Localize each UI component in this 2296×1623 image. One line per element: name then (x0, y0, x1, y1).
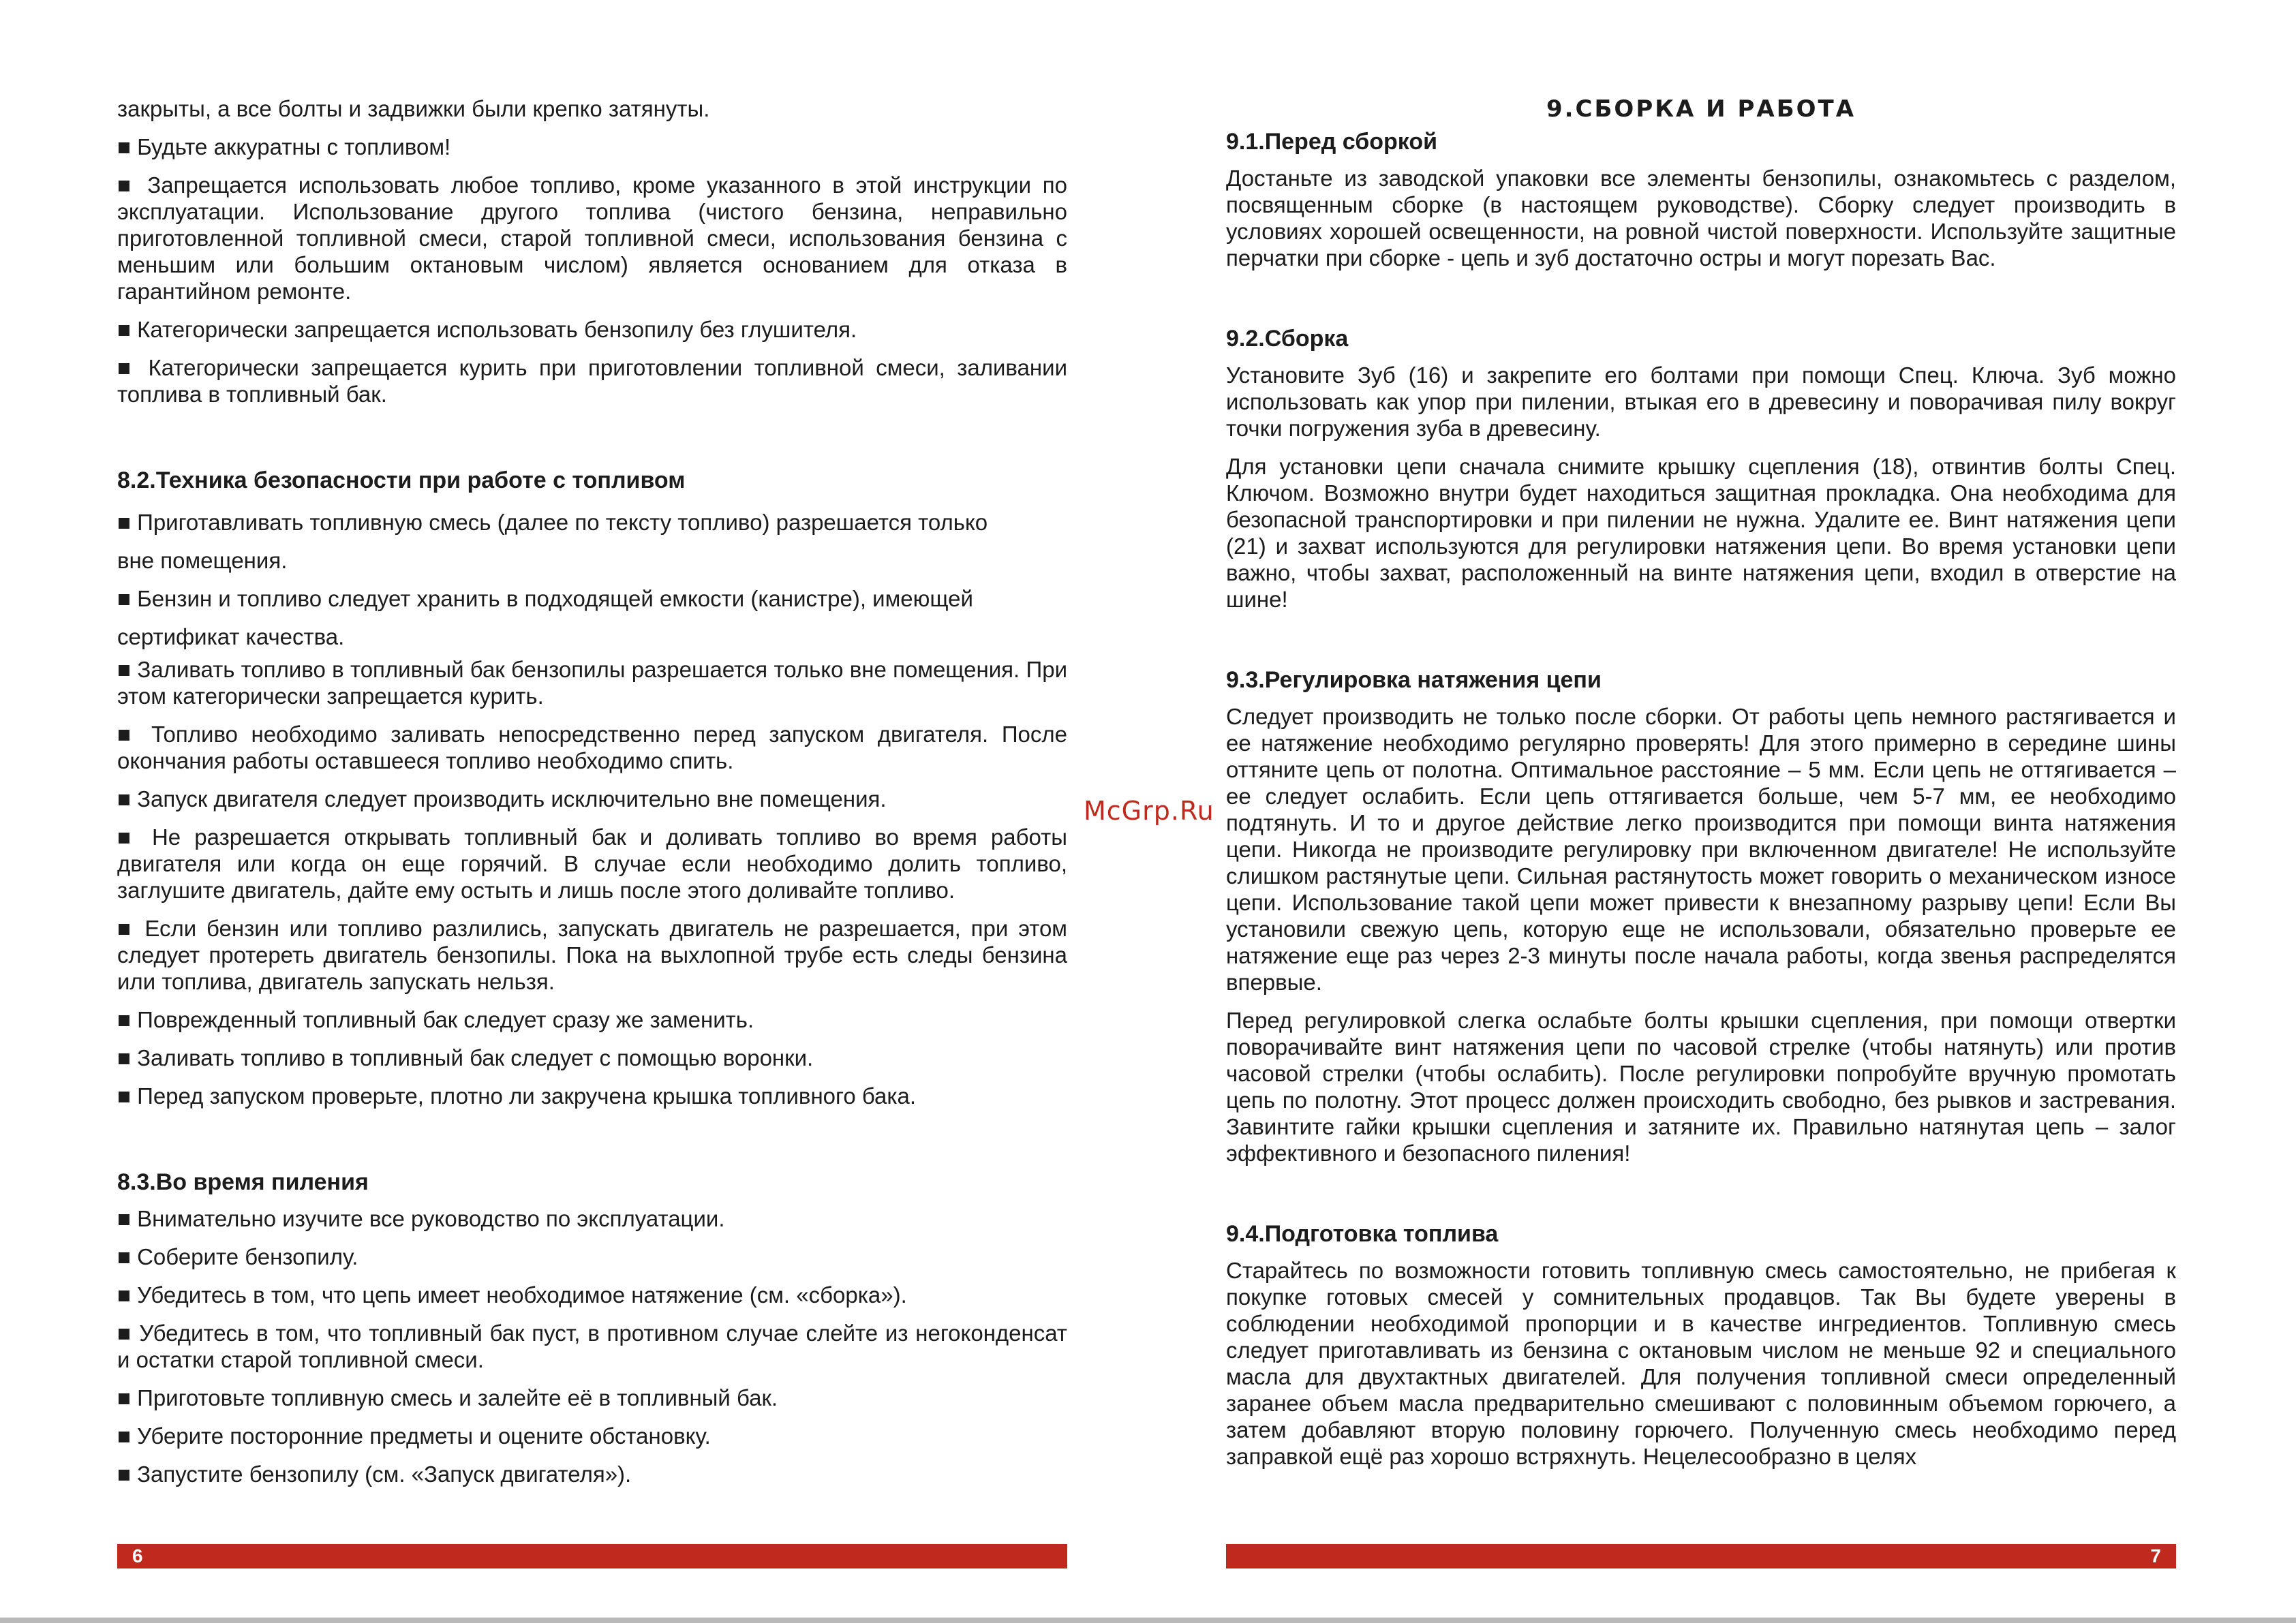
section-heading: 9.3.Регулировка натяжения цепи (1226, 667, 1602, 693)
paragraph: ■ Категорически запрещается курить при приготовлении топливной смеси, заливании топлива в топливный бак. (117, 355, 1067, 407)
paragraph: ■ Запустите бензопилу (см. «Запуск двигателя»). (117, 1462, 632, 1487)
left-page (117, 0, 1067, 1623)
right-footer-bar (1226, 1544, 2176, 1568)
section-gap (1226, 283, 2176, 325)
paragraph: ■ Запрещается использовать любое топливо, кроме указанного в этой инструкции по эксплуатации. Использование другого топлива (чистого бензина, неправильно приготовленной топливной смеси, старой топливной смеси, использования бензина с меньшим или большим октановым числом) является основанием для отказа в гарантийном ремонте. (117, 172, 1067, 304)
paragraph: ■ Приготовьте топливную смесь и залейте её в топливный бак. (117, 1385, 778, 1410)
section-gap (117, 419, 1067, 467)
paragraph-line: ■ Приготавливать топливную смесь (далее по тексту топливо) разрешается только (117, 510, 988, 535)
section-gap (117, 1121, 1067, 1169)
paragraph: Установите Зуб (16) и закрепите его болтами при помощи Спец. Ключа. Зуб можно использовать как упор при пилении, втыкая его в древесину и поворачивая пилу вокруг точки погружения зуба в древесину. (1226, 362, 2176, 441)
paragraph: Перед регулировкой слегка ослабьте болты крышки сцепления, при помощи отвертки поворачивайте винт натяжения цепи по часовой стрелке (чтобы натянуть) или против часовой стрелки (чтобы ослабить). После регулировки попробуйте вручную промотать цепь по полотну. Этот процесс должен происходить свободно, без рывков и застревания. Завинтите гайки крышки сцепления и затяните их. Правильно натянутая цепь – залог эффективного и безопасного пиления! (1226, 1008, 2176, 1166)
paragraph: ■ Убедитесь в том, что топливный бак пуст, в противном случае слейте из негоконденсат и остатки старой топливной смеси. (117, 1320, 1067, 1372)
page-number-right: 7 (2150, 1545, 2161, 1566)
section-gap (1226, 1178, 2176, 1220)
paragraph: ■ Внимательно изучите все руководство по эксплуатации. (117, 1206, 725, 1231)
right-page-content (1226, 128, 2176, 1481)
paragraph: ■ Перед запуском проверьте, плотно ли закручена крышка топливного бака. (117, 1083, 917, 1109)
watermark-text: McGrp.Ru (1084, 796, 1214, 826)
paragraph: Для установки цепи сначала снимите крышку сцепления (18), отвинтив болты Спец. Ключом. Возможно внутри будет находиться защитная прокладка. Она необходима для безопасной транспортировки и при пилении не нужна. Удалите ее. Винт натяжения цепи (21) и захват используются для регулировки натяжения цепи. Во время установки цепи важно, чтобы захват, расположенный на винте натяжения цепи, входил в отверстие на шине! (1226, 454, 2176, 612)
paragraph: ■ Соберите бензопилу. (117, 1244, 358, 1269)
paragraph: Следует производить не только после сборки. От работы цепь немного растягивается и ее натяжение необходимо регулярно проверять! Для этого примерно в середине шины оттяните цепь от полотна. Оптимальное расстояние – 5 мм. Если цепь не оттягивается – ее следует ослабить. Если цепь оттягивается больше, чем 5-7 мм, ее необходимо подтянуть. И то и другое действие легко производится при помощи винта натяжения цепи. Никогда не производите регулировку при включенном двигателе! Не используйте слишком растянутые цепи. Сильная растянутость может говорить о механическом износе цепи. Использование такой цепи может привести к внезапному разрыву цепи! Если Вы установили свежую цепь, которую еще не использовали, обязательно проверьте ее натяжение еще раз через 2-3 минуты после начала работы, когда звенья распределятся впервые. (1226, 704, 2176, 995)
section-heading: 9.4.Подготовка топлива (1226, 1221, 1499, 1247)
left-footer-bar (117, 1544, 1067, 1568)
section-heading: 9.1.Перед сборкой (1226, 129, 1438, 155)
page-number-left: 6 (132, 1545, 143, 1566)
paragraph: ■ Поврежденный топливный бак следует сразу же заменить. (117, 1007, 754, 1032)
chapter-title: 9.СБОРКА И РАБОТА (1546, 95, 1856, 123)
paragraph: ■ Категорически запрещается использовать бензопилу без глушителя. (117, 317, 857, 342)
section-heading: 8.3.Во время пиления (117, 1169, 369, 1195)
paragraph-line: вне помещения. (117, 548, 288, 573)
paragraph: ■ Если бензин или топливо разлились, запускать двигатель не разрешается, при этом следует протереть двигатель бензопилы. Пока на выхлопной трубе есть следы бензина или топлива, двигатель запускать нельзя. (117, 916, 1067, 994)
right-page (1226, 0, 2176, 1623)
paragraph: ■ Топливо необходимо заливать непосредственно перед запуском двигателя. После окончания работы оставшееся топливо необходимо спить. (117, 722, 1067, 773)
paragraph: ■ Запуск двигателя следует производить исключительно вне помещения. (117, 786, 887, 812)
section-heading: 9.2.Сборка (1226, 326, 1349, 352)
paragraph: ■ Не разрешается открывать топливный бак и доливать топливо во время работы двигателя или когда он еще горячий. В случае если необходимо долить топливо, заглушите двигатель, дайте ему остыть и лишь после этого доливайте топливо. (117, 824, 1067, 903)
paragraph: ■ Будьте аккуратны с топливом! (117, 134, 451, 159)
paragraph: ■ Заливать топливо в топливный бак бензопилы разрешается только вне помещения. При этом категорически запрещается курить. (117, 657, 1067, 709)
section-heading: 8.2.Техника безопасности при работе с топливом (117, 467, 686, 493)
scan-edge-line (0, 1618, 2296, 1623)
paragraph-line: ■ Бензин и топливо следует хранить в подходящей емкости (канистре), имеющей (117, 586, 973, 611)
section-gap (1226, 624, 2176, 666)
paragraph: ■ Убедитесь в том, что цепь имеет необходимое натяжение (см. «сборка»). (117, 1282, 907, 1308)
paragraph: Старайтесь по возможности готовить топливную смесь самостоятельно, не прибегая к покупке готовых смесей у сомнительных продавцов. Так Вы будете уверены в соблюдении необходимой пропорции и в качестве ингредиентов. Топливную смесь следует приготавливать из бензина с октановым числом не меньше 92 и специального масла для двухтактных двигателей. Для получения топливной смеси определенный заранее объем масла предварительно смешивают с половинным объемом горючего, а затем добавляют вторую половину горючего. Полученную смесь необходимо перед заправкой ещё раз хорошо встряхнуть. Нецелесообразно в целях (1226, 1258, 2176, 1469)
paragraph-line: сертификат качества. (117, 624, 345, 649)
paragraph: Достаньте из заводской упаковки все элементы бензопилы, ознакомьтесь с разделом, посвященным сборке (в настоящем руководстве). Сборку следует производить в условиях хорошей освещенности, на ровной чистой поверхности. Используйте защитные перчатки при сборке - цепь и зуб достаточно остры и могут порезать Вас. (1226, 166, 2176, 270)
left-page-content (117, 95, 1067, 1499)
paragraph: ■ Уберите посторонние предметы и оцените обстановку. (117, 1423, 711, 1449)
paragraph: ■ Заливать топливо в топливный бак следует с помощью воронки. (117, 1045, 814, 1070)
paragraph: закрыты, а все болты и задвижки были крепко затянуты. (117, 96, 710, 121)
